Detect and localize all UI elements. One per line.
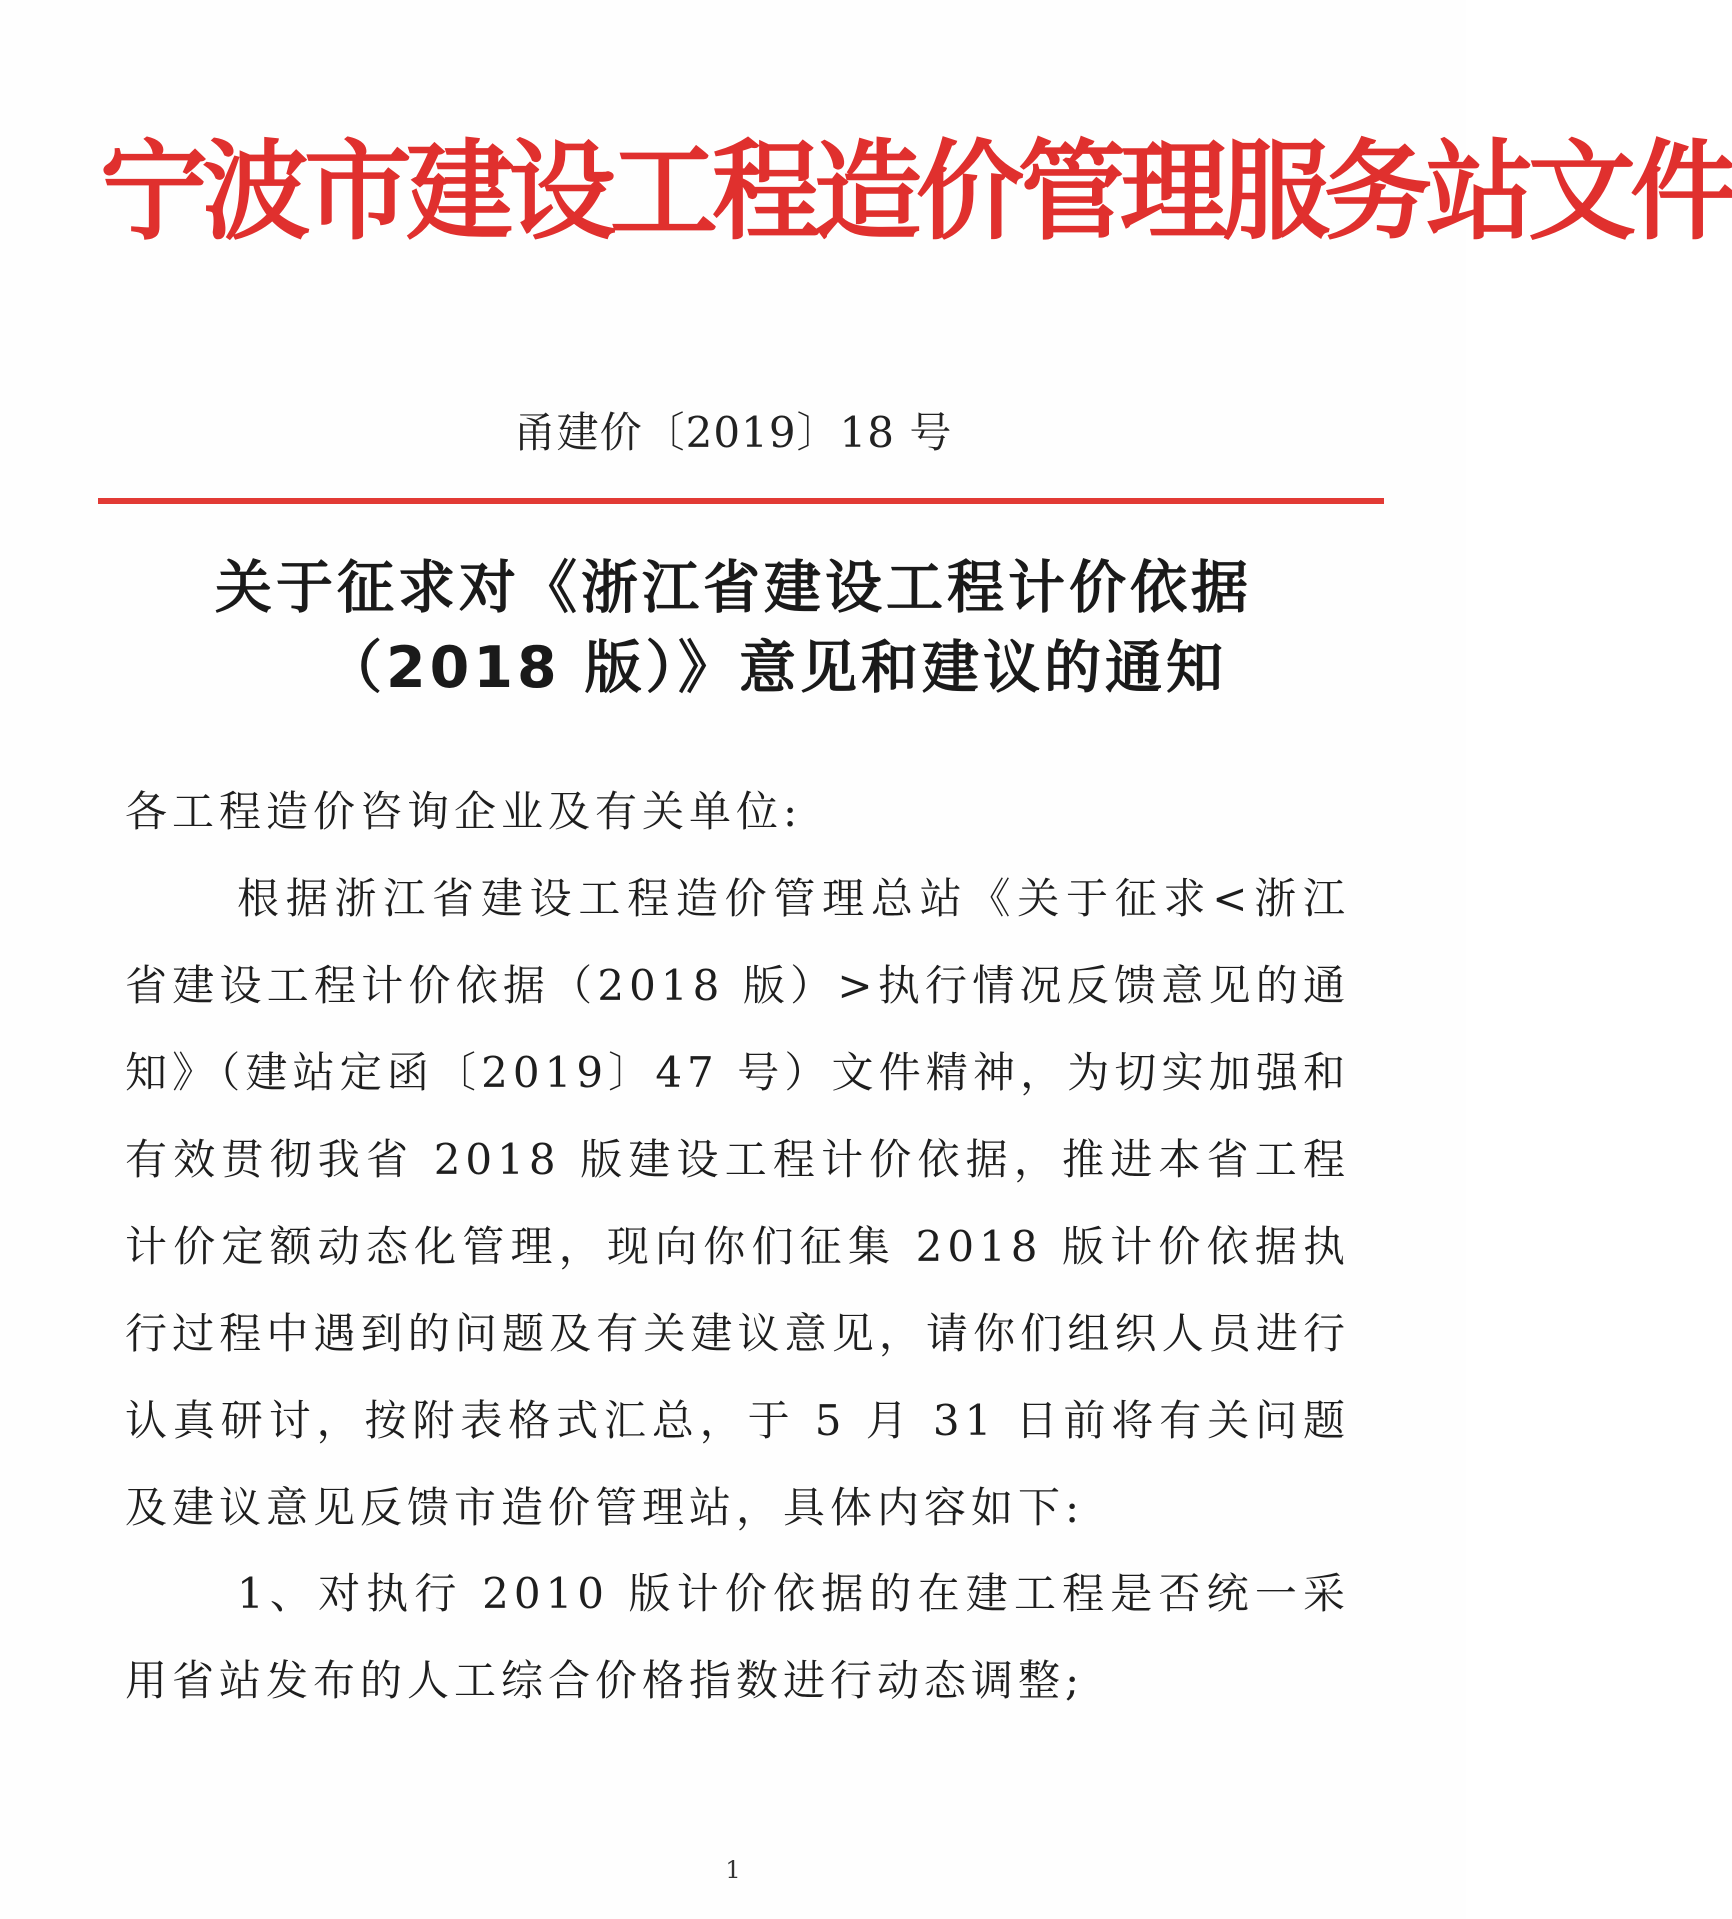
notice-title-line-2: （2018 版）》意见和建议的通知 xyxy=(325,635,1227,701)
page-number: 1 xyxy=(725,1856,741,1884)
notice-title-line-1: 关于征求对《浙江省建设工程计价依据 xyxy=(215,555,1252,621)
document-number: 甬建价〔2019〕18 号 xyxy=(513,408,953,457)
body-paragraph-1: 根据浙江省建设工程造价管理总站《关于征求<浙江省建设工程计价依据（2018 版）>执行情况反馈意见的通知》（建站定函〔2019〕47 号）文件精神，为切实加强和有效贯彻我省 2018 版建设工程计价依据，推进本省工程计价定额动态化管理，现向你们征集 2018 版计价依据执行过程中遇到的问题及有关建议意见，请你们组织人员进行认真研讨，按附表格式汇总，于 5 月 31 日前将有关问题及建议意见反馈市造价管理站，具体内容如下: xyxy=(125,874,1350,1532)
issuing-agency-header: 宁波市建设工程造价管理服务站文件 xyxy=(100,130,1732,255)
salutation: 各工程造价咨询企业及有关单位: xyxy=(125,787,803,836)
red-divider-line xyxy=(98,498,1384,504)
body-paragraph-2: 1、对执行 2010 版计价依据的在建工程是否统一采用省站发布的人工综合价格指数进行动态调整; xyxy=(125,1569,1350,1705)
